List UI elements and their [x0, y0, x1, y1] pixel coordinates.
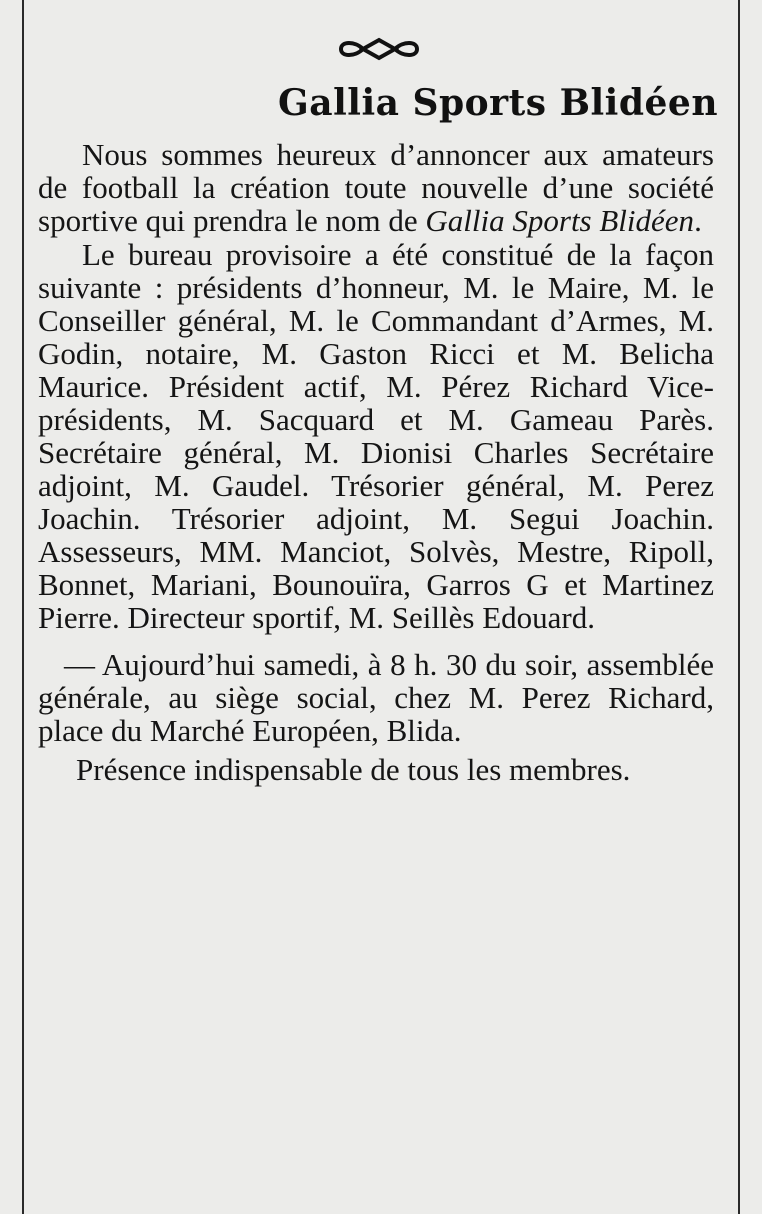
column-rule-right: [738, 0, 740, 1214]
ornament-divider-icon: [333, 36, 425, 62]
paragraph-announcement: [38, 138, 714, 237]
paragraph-bureau: Le bureau provisoire a été constitué de la façon suivante : présidents d’honneur, M. le Maire, M. le Conseiller général, M. le Commandant d’Armes, M. Godin, notaire, M. Gaston Ricci et M. Belicha Maurice. Président actif, M. Pérez Richard Vice-présidents, M. Sacquard et M. Gameau Parès. Secrétaire général, M. Dionisi Charles Secrétaire adjoint, M. Gaudel. Trésorier général, M. Perez Joachin. Trésorier adjoint, M. Segui Joachin. Assesseurs, MM. Manciot, Solvès, Mestre, Ripoll, Bonnet, Mariani, Bounouïra, Garros G et Martinez Pierre. Directeur sportif, M. Seillès Edouard.: [38, 237, 714, 635]
paragraph-announcement-text: Nous sommes heureux d’annoncer aux amateurs de football la création toute nouvelle d’une société sportive qui prendra le nom de: [38, 137, 714, 238]
paragraph-attendance: Présence indispensable de tous les membres.: [76, 752, 631, 787]
article-body: [38, 138, 714, 786]
article-headline: Gallia Sports Blidéen: [278, 82, 718, 124]
paragraph-assembly: — Aujourd’hui samedi, à 8 h. 30 du soir, assemblée générale, au siège social, chez M. Perez Richard, place du Marché Européen, Blida.: [38, 647, 714, 748]
paragraph-announcement-end: .: [694, 203, 702, 238]
club-name-italic: Gallia Sports Blidéen: [425, 203, 695, 238]
column-rule-left: [22, 0, 24, 1214]
